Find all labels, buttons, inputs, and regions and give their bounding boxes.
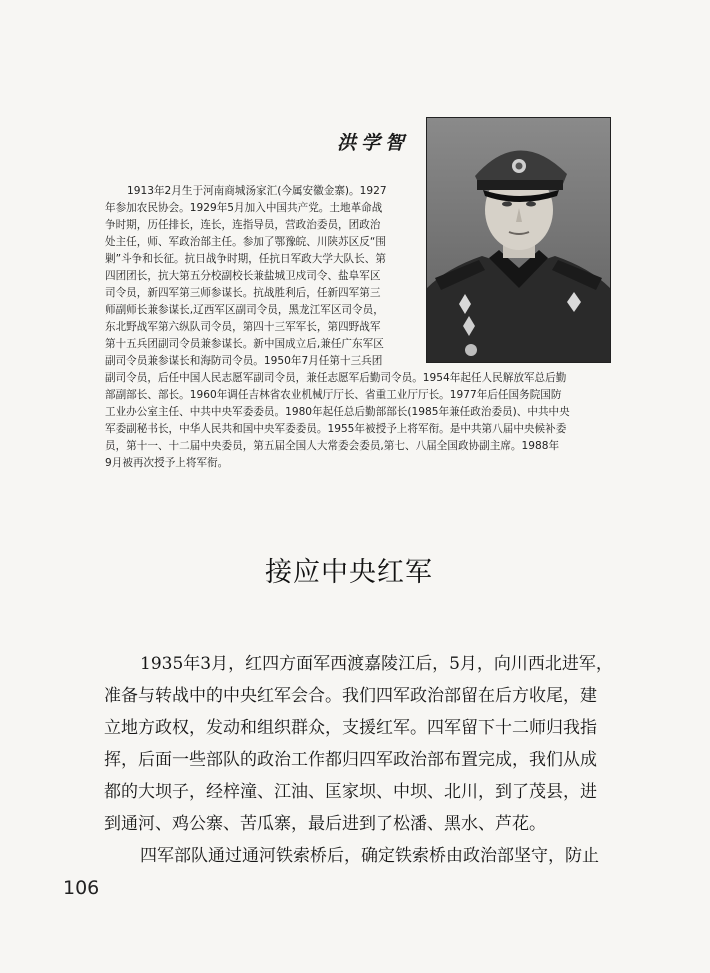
paragraph-line: 都的大坝子，经梓潼、江油、匡家坝、中坝、北川，到了茂县，进 [104,782,597,802]
bio-line: 四团团长，抗大第五分校副校长兼盐城卫戍司令、盐阜军区 [105,270,381,282]
bio-line: 处主任，师、军政治部主任。参加了鄂豫皖、川陕苏区反“围 [105,236,386,248]
paragraph-line: 四军部队通过通河铁索桥后，确定铁索桥由政治部坚守，防止 [140,846,599,866]
bio-line: 第十五兵团副司令员兼参谋长。新中国成立后,兼任广东军区 [105,338,384,350]
bio-line: 剿”斗争和长征。抗日战争时期，任抗日军政大学大队长、第 [105,253,386,265]
bio-line: 军委副秘书长，中华人民共和国中央军委委员。1955年被授予上将军衔。是中共第八届中央候补委 [105,423,567,435]
bio-line: 工业办公室主任、中共中央军委委员。1980年起任总后勤部部长(1985年兼任政治委员)、中共中央 [105,406,570,418]
person-name: 洪学智 [337,132,410,154]
paragraph-line: 1935年3月，红四方面军西渡嘉陵江后，5月，向川西北进军， [140,654,613,674]
bio-line: 师副师长兼参谋长,辽西军区副司令员，黑龙江军区司令员， [105,304,384,316]
article-title: 接应中央红军 [265,557,433,588]
paragraph-line: 立地方政权，发动和组织群众，支援红军。四军留下十二师归我指 [104,718,597,738]
bio-line: 副司令员，后任中国人民志愿军副司令员，兼任志愿军后勤司令员。1954年起任人民解放军总后勤 [105,372,567,384]
bio-line: 司令员，新四军第三师参谋长。抗战胜利后，任新四军第三 [105,287,381,299]
page-number: 106 [63,877,100,899]
bio-line: 副司令员兼参谋长和海防司令员。1950年7月任第十三兵团 [105,355,383,367]
paragraph-line: 挥，后面一些部队的政治工作都归四军政治部布置完成，我们从成 [104,750,597,770]
bio-line: 争时期，历任排长，连长，连指导员，营政治委员，团政治 [105,219,381,231]
bio-line: 员，第十一、十二届中央委员，第五届全国人大常委会委员,第七、八届全国政协副主席。1988年 [105,440,560,452]
bio-line: 部副部长、部长。1960年调任吉林省农业机械厅厅长、省重工业厅厅长。1977年后任国务院国防 [105,389,562,401]
portrait-photo [426,117,611,363]
bio-line: 9月被再次授予上将军衔。 [105,457,229,469]
paragraph-line: 到通河、鸡公寨、苦瓜寨，最后进到了松潘、黑水、芦花。 [104,814,546,834]
bio-line: 东北野战军第六纵队司令员，第四十三军军长，第四野战军 [105,321,381,333]
bio-line: 1913年2月生于河南商城汤家汇(今属安徽金寨)。1927 [127,185,387,197]
bio-line: 年参加农民协会。1929年5月加入中国共产党。土地革命战 [105,202,383,214]
paragraph-line: 准备与转战中的中央红军会合。我们四军政治部留在后方收尾，建 [104,686,597,706]
